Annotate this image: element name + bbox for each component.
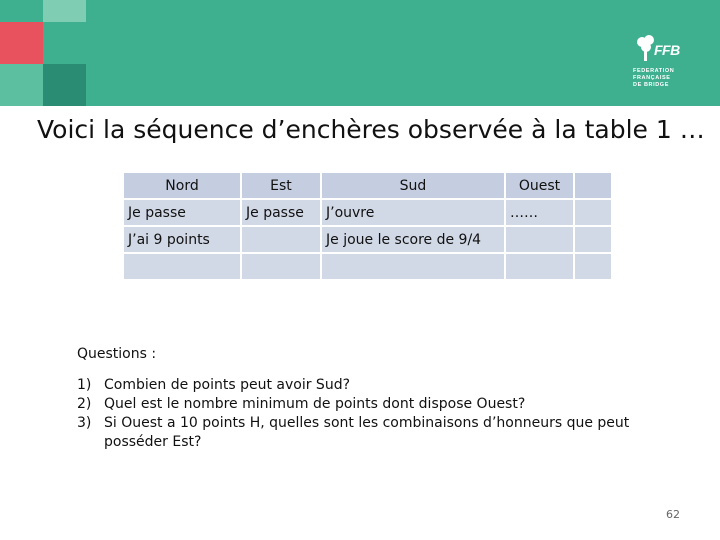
cell-ouest xyxy=(505,253,574,280)
decor-square-red xyxy=(0,22,43,64)
question-text: Si Ouest a 10 points H, quelles sont les combinaisons d’honneurs que peut posséder Est? xyxy=(104,415,630,450)
logo-subtitle: FEDERATION FRANÇAISE DE BRIDGE xyxy=(633,68,675,88)
cell-sud: Je joue le score de 9/4 xyxy=(321,226,505,253)
questions-block xyxy=(77,346,677,452)
question-number: 1) xyxy=(77,377,92,393)
slide-title: Voici la séquence d’enchères observée à la table 1 … xyxy=(37,115,705,144)
cell-sud: J’ouvre xyxy=(321,199,505,226)
header-nord: Nord xyxy=(123,172,241,199)
cell-est xyxy=(241,253,321,280)
table-row xyxy=(123,253,612,280)
cell-est xyxy=(241,226,321,253)
header-extra xyxy=(574,172,612,199)
list-item xyxy=(77,395,677,414)
cell-extra xyxy=(574,253,612,280)
cell-nord: Je passe xyxy=(123,199,241,226)
header-ouest: Ouest xyxy=(505,172,574,199)
table-row xyxy=(123,199,612,226)
decor-square-light-green xyxy=(43,0,86,22)
cell-ouest xyxy=(505,226,574,253)
decor-square-dark-green xyxy=(43,64,86,106)
questions-label: Questions : xyxy=(77,346,157,362)
list-item xyxy=(77,414,677,452)
question-number: 3) xyxy=(77,415,92,431)
decor-square-mid-green xyxy=(0,64,43,106)
questions-list xyxy=(77,376,677,452)
table-row xyxy=(123,226,612,253)
logo-brand-text: FFB xyxy=(654,42,680,58)
list-item xyxy=(77,376,677,395)
cell-extra xyxy=(574,199,612,226)
bidding-table xyxy=(122,171,613,281)
ffb-logo xyxy=(628,30,688,96)
header-band xyxy=(0,0,720,106)
question-text: Combien de points peut avoir Sud? xyxy=(104,377,351,393)
question-number: 2) xyxy=(77,396,92,412)
table-header-row xyxy=(123,172,612,199)
cell-est: Je passe xyxy=(241,199,321,226)
cell-extra xyxy=(574,226,612,253)
header-est: Est xyxy=(241,172,321,199)
page-number: 62 xyxy=(666,508,680,521)
cell-sud xyxy=(321,253,505,280)
question-text: Quel est le nombre minimum de points dont dispose Ouest? xyxy=(104,396,526,412)
cell-nord xyxy=(123,253,241,280)
cell-ouest: …… xyxy=(505,199,574,226)
header-sud: Sud xyxy=(321,172,505,199)
cell-nord: J’ai 9 points xyxy=(123,226,241,253)
